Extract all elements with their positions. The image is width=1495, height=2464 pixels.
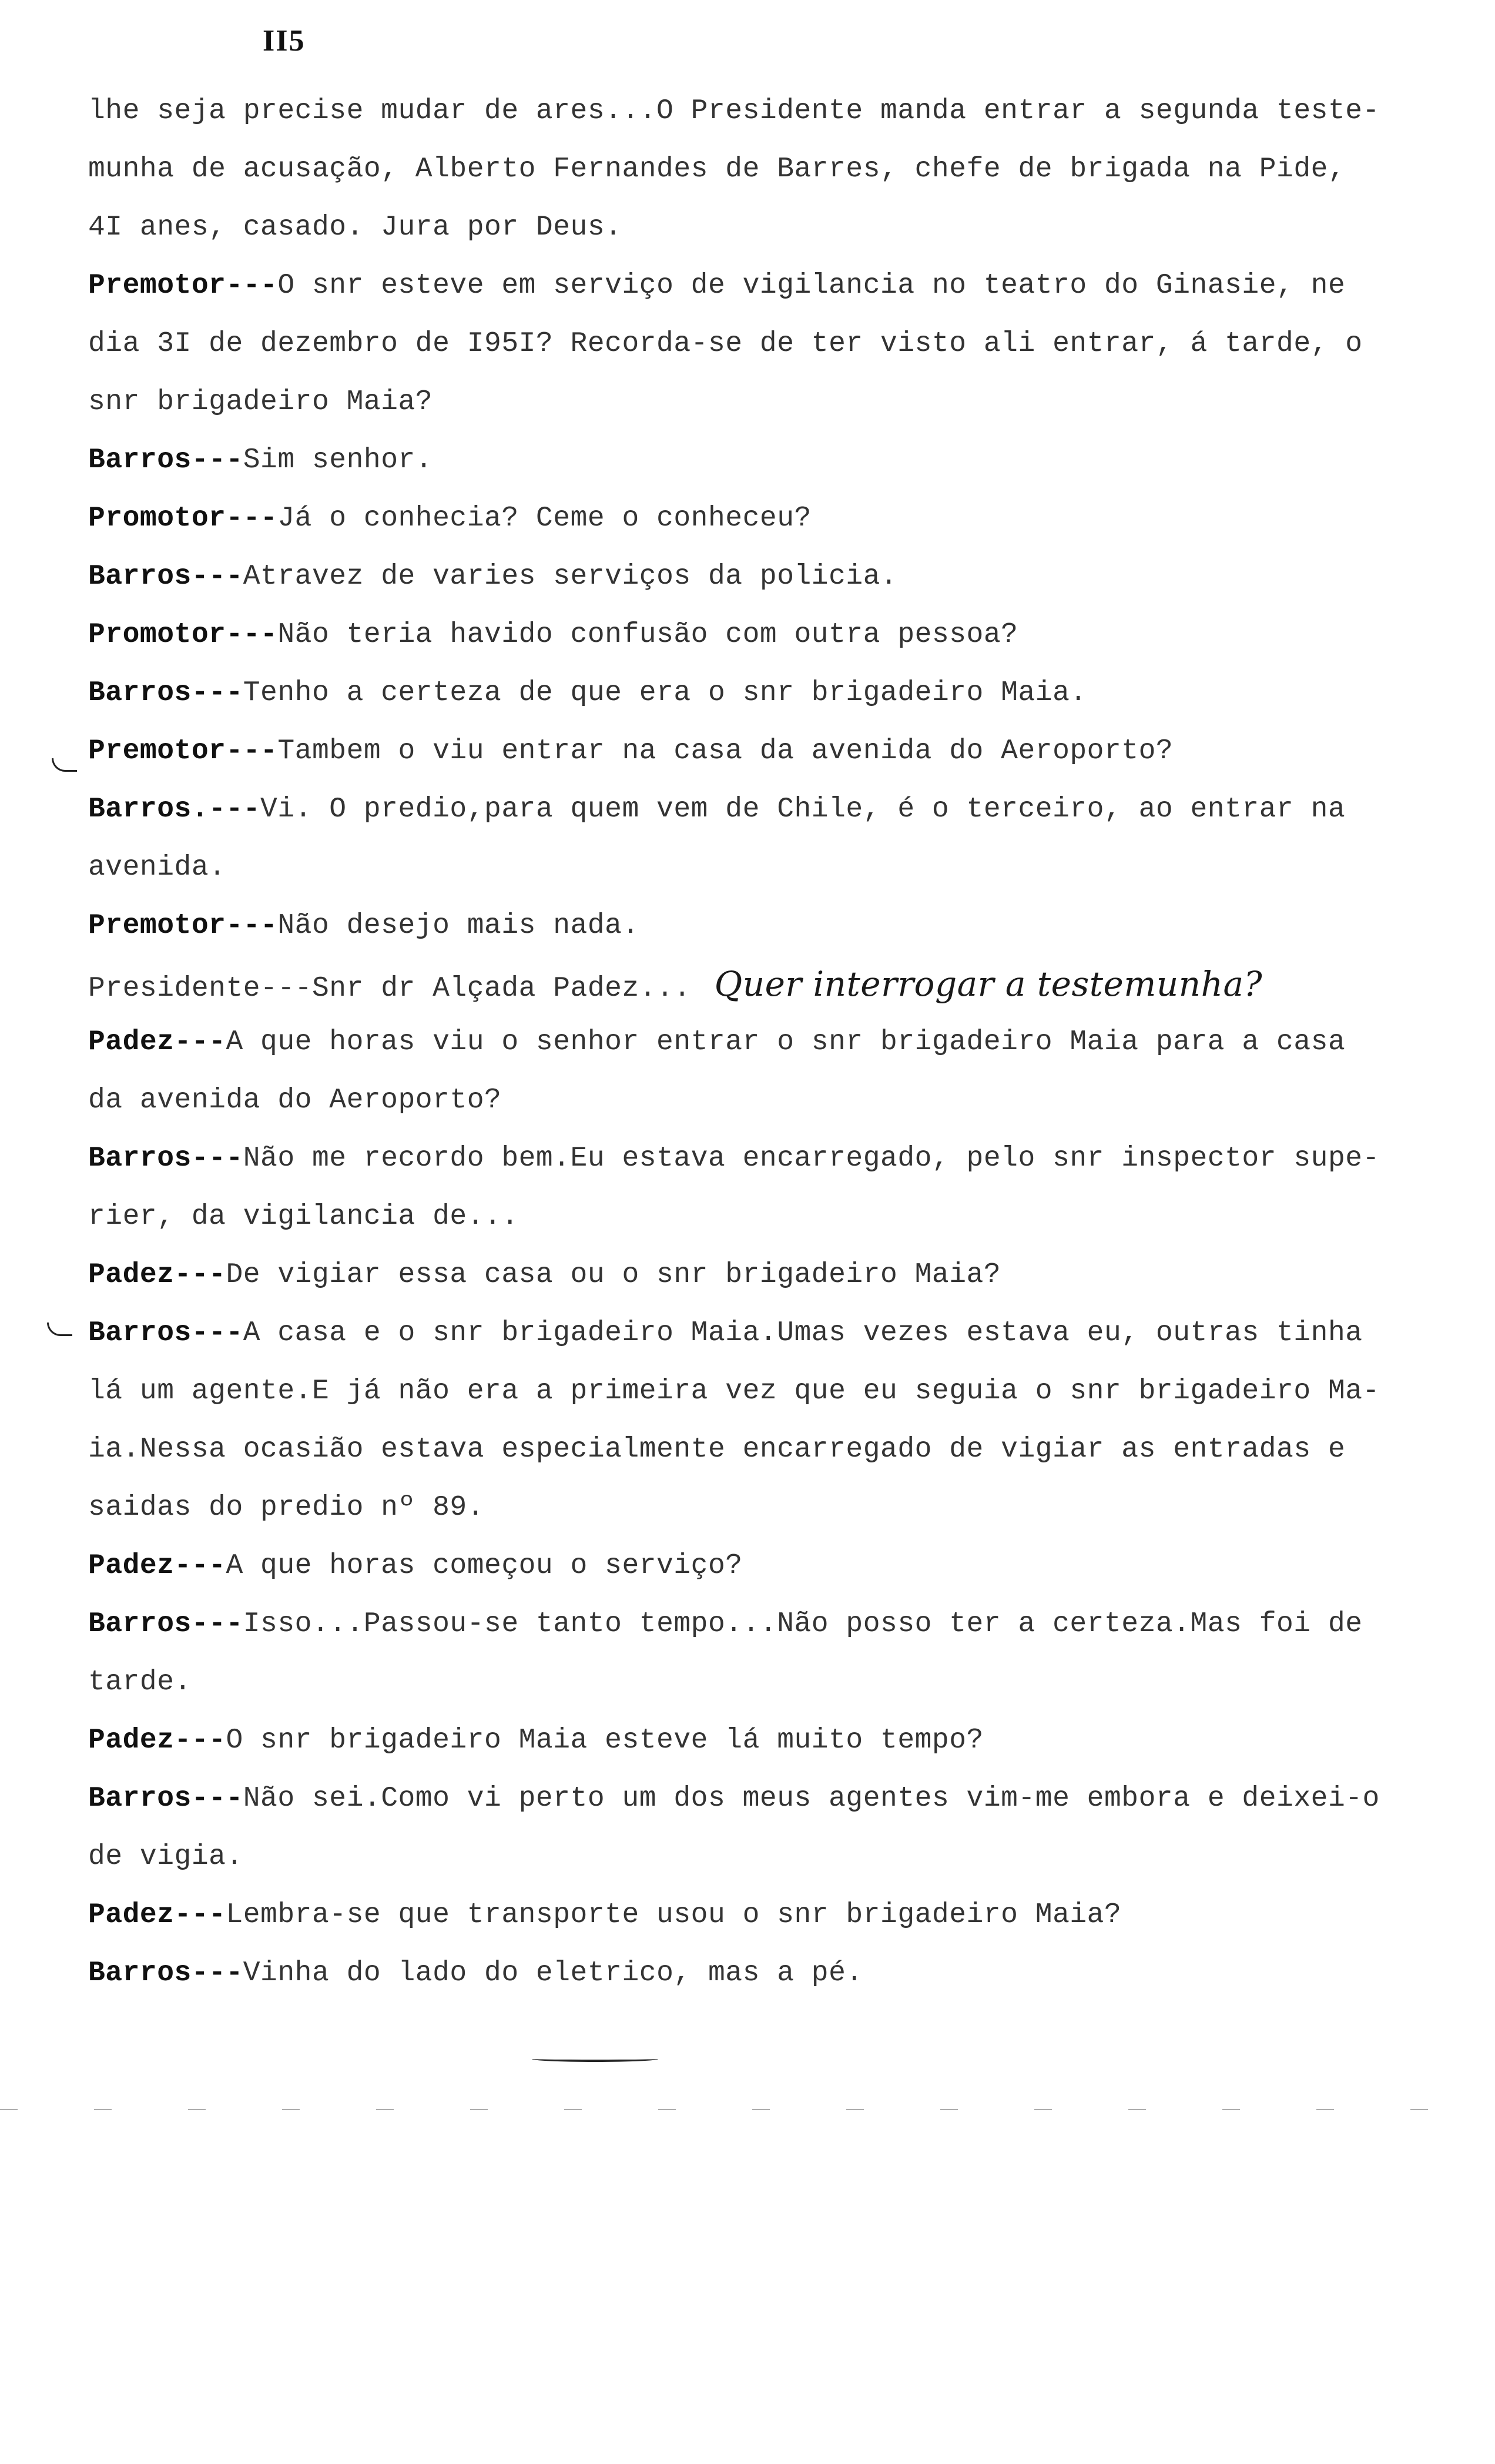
transcript-line (88, 257, 1457, 315)
line-text: Atravez de varies serviços da policia. (243, 561, 898, 592)
speaker-label: Barros--- (88, 561, 243, 592)
transcript-line (88, 1653, 1457, 1712)
line-text: dia 3I de dezembro de I95I? Recorda-se de ter visto ali entrar, á tarde, o (88, 328, 1363, 360)
transcript-body (88, 82, 1457, 2003)
transcript-line (88, 1421, 1457, 1479)
line-text: tarde. (88, 1666, 192, 1698)
transcript-line (88, 897, 1457, 955)
line-text: Presidente--- (88, 973, 312, 1005)
transcript-line (88, 490, 1457, 548)
speaker-label: Promotor--- (88, 503, 278, 534)
margin-mark (47, 1323, 72, 1336)
bottom-edge-rule (0, 2109, 1495, 2110)
transcript-line (88, 140, 1457, 199)
transcript-line (88, 955, 1457, 1013)
speaker-label: Barros--- (88, 1783, 243, 1814)
transcript-line (88, 664, 1457, 722)
line-text: Não sei.Como vi perto um dos meus agentes vim-me embora e deixei-o (243, 1783, 1380, 1814)
pen-underline (532, 2056, 658, 2062)
transcript-line (88, 548, 1457, 606)
handwritten-annotation: Quer interrogar a testemunha? (714, 964, 1263, 1004)
speaker-label: Padez--- (88, 1899, 226, 1931)
speaker-label: Promotor--- (88, 619, 278, 651)
line-text: O snr brigadeiro Maia esteve lá muito tempo? (226, 1725, 984, 1756)
transcript-line (88, 1944, 1457, 2003)
transcript-line (88, 1130, 1457, 1188)
transcript-line (88, 1362, 1457, 1421)
speaker-label: Padez--- (88, 1259, 226, 1291)
speaker-label: Barros--- (88, 1608, 243, 1640)
line-text: De vigiar essa casa ou o snr brigadeiro Maia? (226, 1259, 1001, 1291)
line-text: Tambem o viu entrar na casa da avenida do Aeroporto? (277, 735, 1174, 767)
transcript-line (88, 1828, 1457, 1886)
line-text: 4I anes, casado. Jura por Deus. (88, 212, 622, 243)
line-text: ia.Nessa ocasião estava especialmente encarregado de vigiar as entradas e (88, 1434, 1346, 1465)
transcript-line (88, 199, 1457, 257)
line-text: rier, da vigilancia de... (88, 1201, 519, 1233)
line-text: avenida. (88, 852, 226, 883)
transcript-line (88, 1595, 1457, 1653)
transcript-line (88, 1304, 1457, 1362)
line-text: Isso...Passou-se tanto tempo...Não posso ter a certeza.Mas foi de (243, 1608, 1363, 1640)
line-text: de vigia. (88, 1841, 243, 1873)
speaker-label: Barros--- (88, 444, 243, 476)
line-text: Não me recordo bem.Eu estava encarregado, pelo snr inspector supe- (243, 1143, 1380, 1174)
transcript-line (88, 1479, 1457, 1537)
line-text: A que horas viu o senhor entrar o snr brigadeiro Maia para a casa (226, 1026, 1346, 1058)
transcript-line (88, 315, 1457, 373)
line-text: lhe seja precise mudar de ares...O Presidente manda entrar a segunda teste- (88, 95, 1380, 127)
line-text: Não teria havido confusão com outra pessoa? (277, 619, 1018, 651)
line-text: Vi. O predio,para quem vem de Chile, é o terceiro, ao entrar na (260, 794, 1346, 825)
line-text: Lembra-se que transporte usou o snr brigadeiro Maia? (226, 1899, 1122, 1931)
speaker-label: Premotor--- (88, 735, 278, 767)
transcript-line (88, 722, 1457, 781)
line-text: Tenho a certeza de que era o snr brigadeiro Maia. (243, 677, 1087, 709)
line-text: saidas do predio nº 89. (88, 1492, 485, 1524)
line-text: A casa e o snr brigadeiro Maia.Umas vezes estava eu, outras tinha (243, 1317, 1363, 1349)
line-text: Sim senhor. (243, 444, 433, 476)
transcript-line (88, 373, 1457, 431)
line-text: O snr esteve em serviço de vigilancia no teatro do Ginasie, ne (277, 270, 1346, 302)
line-text: Já o conhecia? Ceme o conheceu? (277, 503, 812, 534)
transcript-line (88, 839, 1457, 897)
line-text: munha de acusação, Alberto Fernandes de Barres, chefe de brigada na Pide, (88, 153, 1346, 185)
speaker-label: Barros--- (88, 1143, 243, 1174)
speaker-label: Barros--- (88, 1957, 243, 1989)
transcript-line (88, 1246, 1457, 1304)
speaker-label: Padez--- (88, 1550, 226, 1582)
line-text: lá um agente.E já não era a primeira vez que eu seguia o snr brigadeiro Ma- (88, 1375, 1380, 1407)
speaker-label: Premotor--- (88, 270, 278, 302)
transcript-line (88, 1537, 1457, 1595)
page-number: II5 (263, 24, 306, 58)
speaker-label: Barros.--- (88, 794, 261, 825)
speaker-label: Barros--- (88, 1317, 243, 1349)
transcript-line (88, 606, 1457, 664)
speaker-label: Barros--- (88, 677, 243, 709)
transcript-line (88, 1013, 1457, 1072)
speaker-label: Padez--- (88, 1026, 226, 1058)
margin-mark (52, 758, 77, 772)
transcript-line (88, 1188, 1457, 1246)
transcript-line (88, 1072, 1457, 1130)
transcript-line (88, 1886, 1457, 1944)
line-text: A que horas começou o serviço? (226, 1550, 743, 1582)
line-text: Vinha do lado do eletrico, mas a pé. (243, 1957, 863, 1989)
line-text: Não desejo mais nada. (277, 910, 639, 942)
line-text: da avenida do Aeroporto? (88, 1084, 502, 1116)
speaker-label: Premotor--- (88, 910, 278, 942)
line-text: snr brigadeiro Maia? (88, 386, 433, 418)
transcript-line (88, 431, 1457, 490)
transcript-line (88, 1770, 1457, 1828)
transcript-line (88, 781, 1457, 839)
speaker-label: Padez--- (88, 1725, 226, 1756)
transcript-line (88, 82, 1457, 140)
line-text: Snr dr Alçada Padez... (311, 973, 691, 1005)
transcript-line (88, 1712, 1457, 1770)
